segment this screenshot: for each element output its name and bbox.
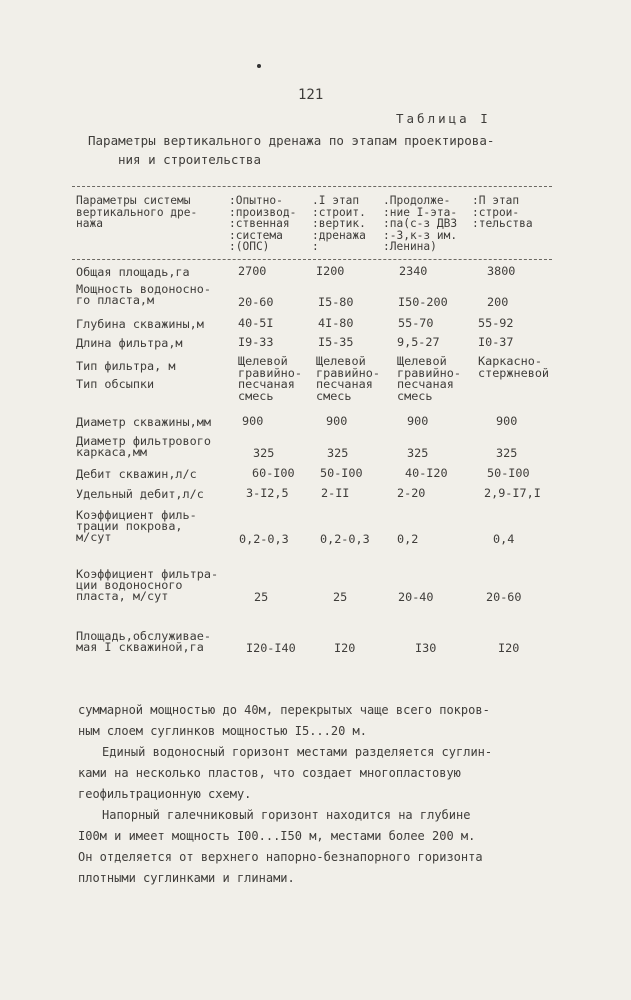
table-top-rule [72, 186, 552, 187]
row-param: Глубина скважины,м [76, 317, 204, 331]
cell: 2340 [399, 264, 428, 278]
table-caption-line-2: ния и строительства [118, 152, 261, 167]
body-line: Единый водоносный горизонт местами разделяется суглин- [102, 745, 493, 759]
cell: Каркасно- стержневой [478, 354, 550, 380]
cell: 200 [487, 295, 509, 309]
cell: 3800 [487, 264, 516, 278]
cell: 3-I2,5 [246, 486, 289, 500]
cell: 900 [496, 414, 518, 428]
cell: I50-200 [398, 295, 448, 309]
cell: 2,9-I7,I [484, 486, 541, 500]
header-param: Параметры системы вертикального дре- нажа [76, 194, 198, 230]
header-col-stage1: .I этап :строит. :вертик. :дренажа : [312, 194, 366, 253]
row-param: Длина фильтра,м [76, 336, 183, 350]
cell: Щелевой гравийно- песчаная смесь [238, 354, 302, 403]
cell: 2700 [238, 264, 267, 278]
cell: I20 [334, 641, 356, 655]
table-caption-line-1: Параметры вертикального дренажа по этапам проектирова- [88, 133, 495, 148]
cell: I5-35 [318, 335, 354, 349]
row-param: Площадь,обслуживае- мая I скважиной,га [76, 629, 211, 655]
row-param: Диаметр скважины,мм [76, 415, 211, 429]
body-line: плотными суглинками и глинами. [78, 871, 295, 885]
cell: 20-40 [398, 590, 434, 604]
cell: 325 [253, 446, 275, 460]
cell: 40-I20 [405, 466, 448, 480]
ink-speck [257, 64, 261, 68]
cell: I9-33 [238, 335, 274, 349]
body-line: Он отделяется от верхнего напорно-безнапорного горизонта [78, 850, 483, 864]
cell: 325 [407, 446, 429, 460]
cell: 4I-80 [318, 316, 354, 330]
body-line: суммарной мощностью до 40м, перекрытых чаще всего покров- [78, 703, 490, 717]
header-col-ops: :Опытно- :производ- :ственная :система :(ОПС) [229, 194, 297, 253]
cell: I5-80 [318, 295, 354, 309]
row-param: Коэффициент филь- трации покрова, м/сут [76, 508, 197, 545]
row-param: Диаметр фильтрового каркаса,мм [76, 434, 211, 460]
page-number: 121 [298, 87, 324, 103]
cell: 0,2-0,3 [239, 532, 289, 546]
cell: 0,2-0,3 [320, 532, 370, 546]
row-param: Коэффициент фильтра- ции водоносного пласта, м/сут [76, 567, 219, 604]
cell: 25 [254, 590, 269, 604]
cell: 60-I00 [252, 466, 295, 480]
cell: 50-I00 [320, 466, 363, 480]
cell: 325 [327, 446, 349, 460]
header-col-stage1-cont: .Продолже- :ние I-эта- :па(с-з ДВЗ :-3,к-з им. :Ленина) [383, 194, 458, 253]
cell: 2-20 [397, 486, 426, 500]
row-param: Дебит скважин,л/с [76, 467, 197, 481]
cell: 20-60 [486, 590, 522, 604]
table-header-rule [72, 259, 552, 260]
cell: 2-II [321, 486, 350, 500]
cell: 55-92 [478, 316, 514, 330]
cell: 900 [326, 414, 348, 428]
cell: Щелевой гравийно- песчаная смесь [397, 354, 461, 403]
cell: 50-I00 [487, 466, 530, 480]
body-line: Напорный галечниковый горизонт находится на глубине [102, 808, 471, 822]
cell: I20 [498, 641, 520, 655]
cell: I200 [316, 264, 345, 278]
body-line: ным слоем суглинков мощностью I5...20 м. [78, 724, 367, 738]
header-col-stage2: :П этап :строи- :тельства [472, 194, 533, 230]
cell: I20-I40 [246, 641, 296, 655]
cell: 25 [333, 590, 348, 604]
cell: 325 [496, 446, 518, 460]
cell: 20-60 [238, 295, 274, 309]
cell: 0,4 [493, 532, 515, 546]
cell: 900 [407, 414, 429, 428]
row-param: Удельный дебит,л/с [76, 487, 204, 501]
body-line: ками на несколько пластов, что создает многопластовую [78, 766, 461, 780]
cell: 40-5I [238, 316, 274, 330]
cell: 9,5-27 [397, 335, 440, 349]
row-param: Тип фильтра, м Тип обсыпки [76, 359, 176, 391]
cell: 900 [242, 414, 264, 428]
cell: 55-70 [398, 316, 434, 330]
body-line: I00м и имеет мощность I00...I50 м, местами более 200 м. [78, 829, 476, 843]
cell: I0-37 [478, 335, 514, 349]
row-param: Мощность водоносно- го пласта,м [76, 282, 211, 308]
table-label: Таблица I [396, 111, 491, 126]
cell: I30 [415, 641, 437, 655]
cell: Щелевой гравийно- песчаная смесь [316, 354, 380, 403]
cell: 0,2 [397, 532, 419, 546]
row-param: Общая площадь,га [76, 265, 190, 279]
body-line: геофильтрационную схему. [78, 787, 252, 801]
